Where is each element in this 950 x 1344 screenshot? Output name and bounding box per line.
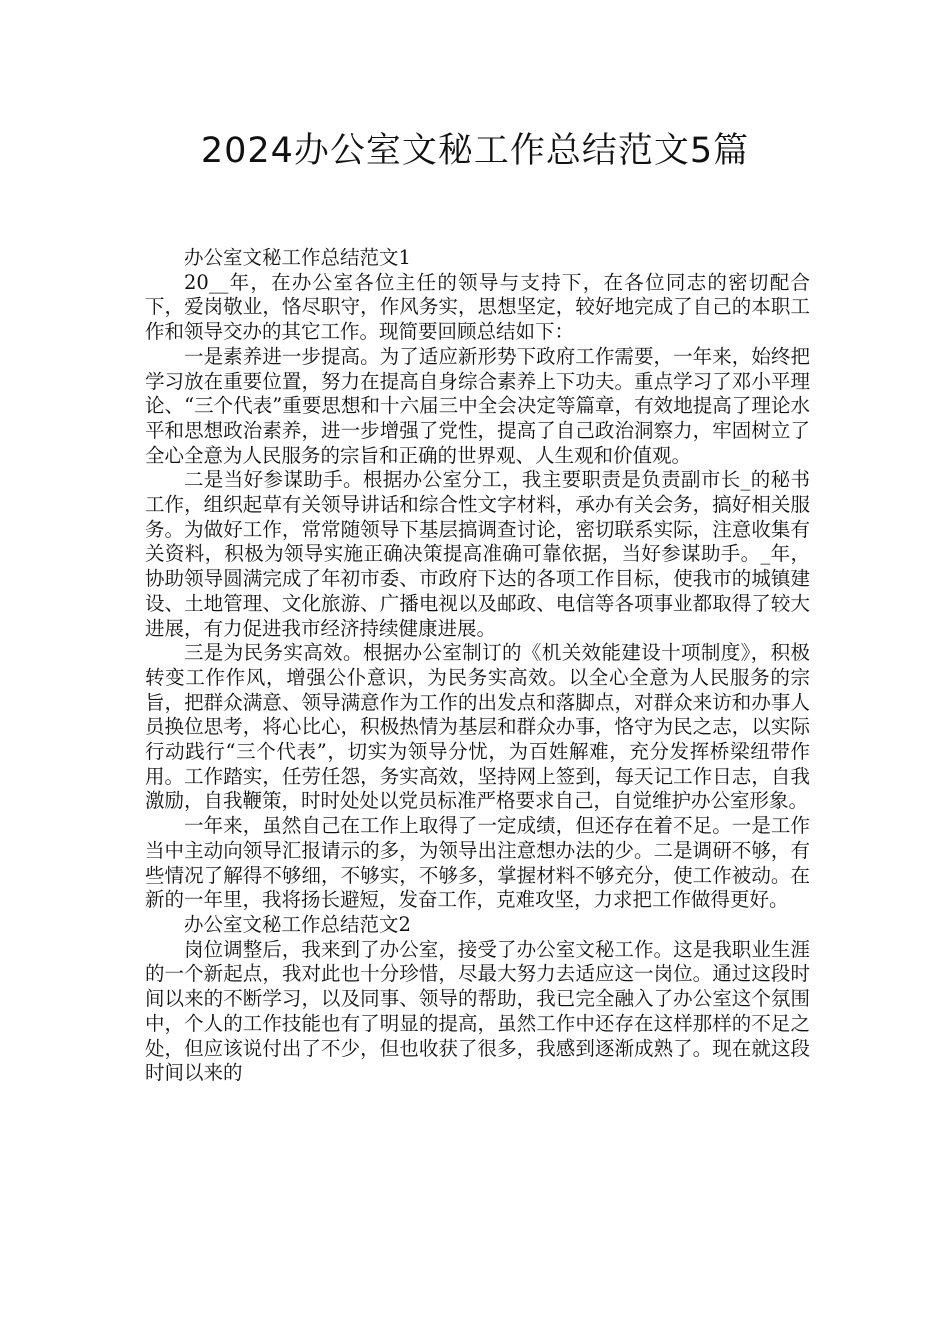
section-1: [145, 246, 810, 913]
paragraph: 20__年，在办公室各位主任的领导与支持下，在各位同志的密切配合下，爱岗敬业，恪尽职守，作风务实，思想坚定，较好地完成了自己的本职工作和领导交办的其它工作。现简要回顾总结如下：: [145, 270, 810, 344]
section-heading: 办公室文秘工作总结范文1: [184, 246, 411, 269]
document-body: [145, 246, 810, 1086]
section-2: [145, 913, 810, 1086]
paragraph: 岗位调整后，我来到了办公室，接受了办公室文秘工作。这是我职业生涯的一个新起点，我对此也十分珍惜，尽最大努力去适应这一岗位。通过这段时间以来的不断学习，以及同事、领导的帮助，我已完全融入了办公室这个氛围中，个人的工作技能也有了明显的提高，虽然工作中还存在这样那样的不足之处，但应该说付出了不少，但也收获了很多，我感到逐渐成熟了。现在就这段时间以来的: [145, 937, 810, 1085]
paragraph: 一年来，虽然自己在工作上取得了一定成绩，但还存在着不足。一是工作当中主动向领导汇报请示的多，为领导出注意想办法的少。二是调研不够，有些情况了解得不够细，不够实，不够多，掌握材料不够充分，使工作被动。在新的一年里，我将扬长避短，发奋工作，克难攻坚，力求把工作做得更好。: [145, 814, 810, 912]
document-title: 2024办公室文秘工作总结范文5篇: [200, 131, 750, 171]
section-heading: 办公室文秘工作总结范文2: [184, 912, 411, 936]
paragraph: 一是素养进一步提高。为了适应新形势下政府工作需要，一年来，始终把学习放在重要位置，努力在提高自身综合素养上下功夫。重点学习了邓小平理论、“三个代表”重要思想和十六届三中全会决定等篇章，有效地提高了理论水平和思想政治素养，进一步增强了党性，提高了自己政治洞察力，牢固树立了全心全意为人民服务的宗旨和正确的世界观、人生观和价值观。: [145, 344, 810, 467]
paragraph: 三是为民务实高效。根据办公室制订的《机关效能建设十项制度》，积极转变工作作风，增强公仆意识，为民务实高效。以全心全意为人民服务的宗旨，把群众满意、领导满意作为工作的出发点和落脚点，对群众来访和办事人员换位思考，将心比心，积极热情为基层和群众办事，恪守为民之志，以实际行动践行“三个代表”，切实为领导分忧，为百姓解难，充分发挥桥梁纽带作用。工作踏实，任劳任怨，务实高效，坚持网上签到，每天记工作日志，自我激励，自我鞭策，时时处处以党员标准严格要求自己，自觉维护办公室形象。: [145, 641, 810, 813]
paragraph: 二是当好参谋助手。根据办公室分工，我主要职责是负责副市长_的秘书工作，组织起草有关领导讲话和综合性文字材料，承办有关会务，搞好相关服务。为做好工作，常常随领导下基层搞调查讨论，密切联系实际，注意收集有关资料，积极为领导实施正确决策提高准确可靠依据，当好参谋助手。_年，协助领导圆满完成了年初市委、市政府下达的各项工作目标，使我市的城镇建设、土地管理、文化旅游、广播电视以及邮政、电信等各项事业都取得了较大进展，有力促进我市经济持续健康进展。: [145, 468, 810, 640]
